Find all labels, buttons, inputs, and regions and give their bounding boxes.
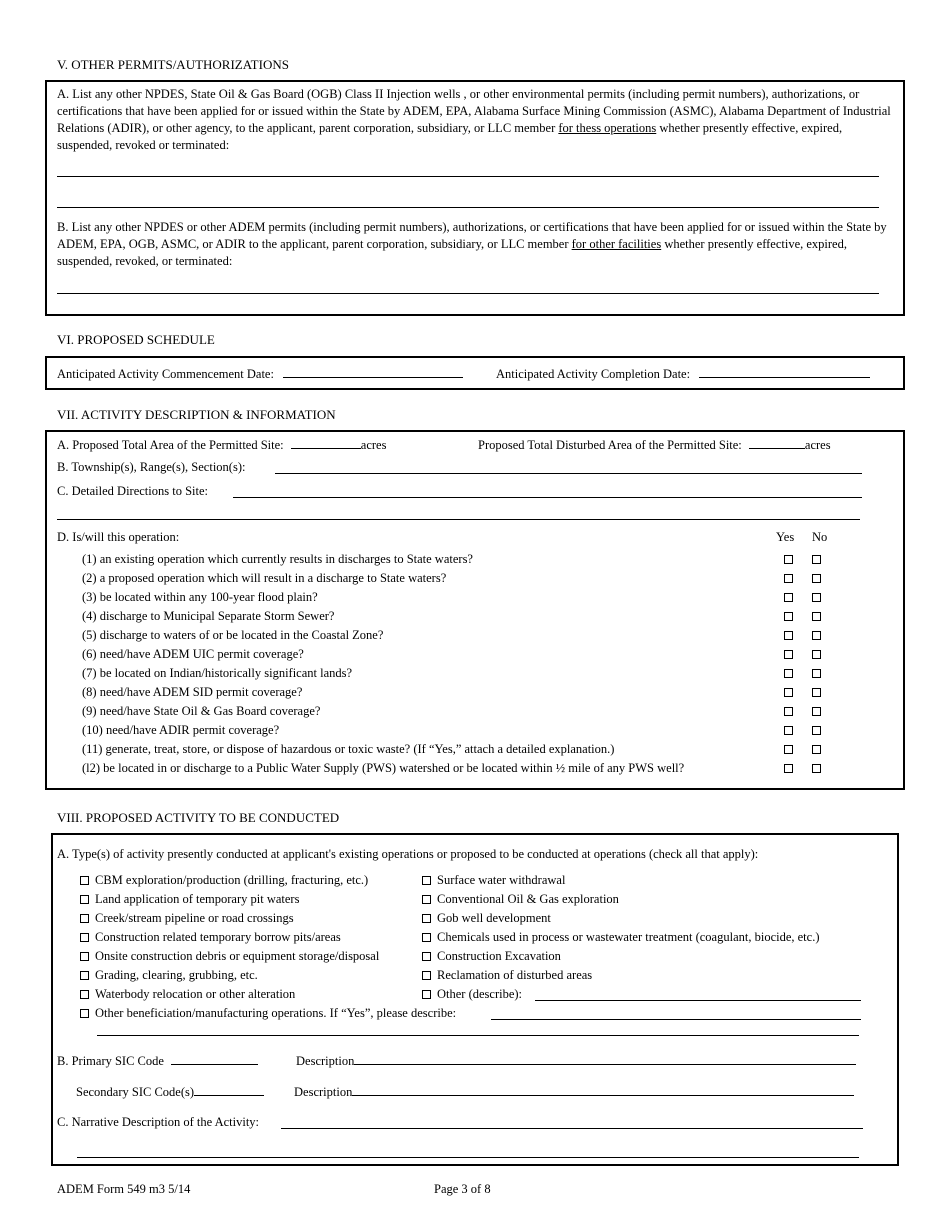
form-id: ADEM Form 549 m3 5/14 (57, 1182, 191, 1196)
activity-option-label: Waterbody relocation or other alteration (95, 987, 296, 1001)
yes-checkbox[interactable] (784, 745, 793, 754)
activity-option-label: Onsite construction debris or equipment storage/disposal (95, 949, 380, 963)
yes-checkbox[interactable] (784, 688, 793, 697)
activity-checkbox[interactable] (80, 933, 89, 942)
question-text: (5) discharge to waters of or be located in the Coastal Zone? (82, 628, 384, 642)
secondary-description-row (294, 1083, 854, 1101)
question-text: (6) need/have ADEM UIC permit coverage? (82, 647, 304, 661)
activity-option (422, 967, 592, 984)
township-row (57, 459, 245, 476)
question-text: (l2) be located in or discharge to a Public Water Supply (PWS) watershed or be located within ½ mile of any PWS well? (82, 761, 685, 775)
activity-option (422, 891, 619, 908)
activity-option-label: Other (describe): (437, 987, 523, 1001)
section-5b-text: B. List any other NPDES or other ADEM permits (including permit numbers), authorizations, or certifications that have been applied for or issued within the State by ADEM, EPA, OGB, ASMC, or ADIR to the applicant, parent corporation, subsidiary, or LLC member for other facilities whether presently effective, expired, suspended, revoked, or terminated: (57, 220, 887, 268)
yes-checkbox[interactable] (784, 555, 793, 564)
no-checkbox[interactable] (812, 669, 821, 678)
no-checkbox[interactable] (812, 612, 821, 621)
section-8-box (51, 833, 899, 1166)
activity-option-label: Grading, clearing, grubbing, etc. (95, 968, 258, 982)
primary-description-field[interactable] (354, 1052, 856, 1065)
total-area-row (57, 436, 386, 454)
no-header: No (812, 530, 828, 544)
activity-option-label: Creek/stream pipeline or road crossings (95, 911, 294, 925)
activity-checkbox[interactable] (422, 876, 431, 885)
primary-description-row (296, 1052, 856, 1070)
narrative-label: C. Narrative Description of the Activity: (57, 1115, 260, 1129)
activity-checkbox[interactable] (422, 914, 431, 923)
section-6-box (45, 356, 905, 390)
directions-label: C. Detailed Directions to Site: (57, 484, 209, 498)
question-row (47, 665, 903, 684)
yes-header: Yes (776, 530, 795, 544)
disturbed-area-field[interactable] (749, 436, 805, 449)
question-row (47, 703, 903, 722)
question-text: (7) be located on Indian/historically significant lands? (82, 666, 353, 680)
question-row (47, 627, 903, 646)
activity-checkbox[interactable] (80, 990, 89, 999)
commencement-date-label: Anticipated Activity Commencement Date: (57, 367, 274, 381)
completion-date-field[interactable] (699, 365, 870, 378)
activity-checkbox[interactable] (422, 895, 431, 904)
activity-option (80, 986, 295, 1003)
activity-option-label: CBM exploration/production (drilling, fracturing, etc.) (95, 873, 369, 887)
secondary-description-field[interactable] (352, 1083, 854, 1096)
section-5b-underlined: for other facilities (571, 236, 662, 251)
activity-option-label: Reclamation of disturbed areas (437, 968, 593, 982)
activity-option (80, 929, 341, 946)
question-text: (8) need/have ADEM SID permit coverage? (82, 685, 303, 699)
other-beneficiation-option (80, 1005, 456, 1022)
other-beneficiation-label: Other beneficiation/manufacturing operations. If “Yes”, please describe: (95, 1006, 457, 1020)
no-checkbox[interactable] (812, 650, 821, 659)
completion-date-label: Anticipated Activity Completion Date: (496, 367, 691, 381)
secondary-sic-label: Secondary SIC Code(s) (76, 1085, 195, 1099)
disturbed-area-label: Proposed Total Disturbed Area of the Permitted Site: (478, 438, 742, 452)
activity-option (422, 929, 820, 946)
narrative-row (57, 1114, 259, 1131)
activity-option (80, 910, 294, 927)
activity-option (422, 872, 565, 889)
activity-checkbox[interactable] (422, 933, 431, 942)
activity-checkbox[interactable] (422, 971, 431, 980)
question-row (47, 570, 903, 589)
section-5a-text: A. List any other NPDES, State Oil & Gas Board (OGB) Class II Injection wells , or other environmental permits (including permit numbers), authorizations, or certifications that have been applied for or issued within the State by ADEM, EPA, Alabama Surface Mining Commission (ASMC), Alabama Department of Industrial Relations (ADIR), or other agency, to the applicant, parent corporation, subsidiary, or LLC member for thess operations whether presently effective, expired, suspended, revoked or terminated: (57, 87, 891, 152)
yes-checkbox[interactable] (784, 631, 793, 640)
section-8-title: VIII. PROPOSED ACTIVITY TO BE CONDUCTED (57, 810, 340, 825)
section-6-title: VI. PROPOSED SCHEDULE (57, 332, 215, 347)
activity-type-label: A. Type(s) of activity presently conducted at applicant's existing operations or proposed to be conducted at operations (check all that apply): (57, 847, 759, 861)
activity-option (80, 967, 258, 984)
yes-checkbox[interactable] (784, 726, 793, 735)
activity-checkbox[interactable] (80, 914, 89, 923)
activity-checkbox[interactable] (80, 1009, 89, 1018)
question-row (47, 646, 903, 665)
no-checkbox[interactable] (812, 688, 821, 697)
narrative-field[interactable] (281, 1128, 863, 1129)
activity-option-label: Construction related temporary borrow pits/areas (95, 930, 341, 944)
activity-checkbox[interactable] (80, 895, 89, 904)
no-checkbox[interactable] (812, 593, 821, 602)
activity-option (80, 872, 368, 889)
yes-checkbox[interactable] (784, 669, 793, 678)
no-checkbox[interactable] (812, 574, 821, 583)
operation-question-label: D. Is/will this operation: (57, 530, 180, 544)
directions-row (57, 483, 208, 500)
question-text: (3) be located within any 100-year flood plain? (82, 590, 318, 604)
section-5b-line-1[interactable] (57, 293, 879, 294)
activity-option (80, 948, 379, 965)
primary-sic-label: B. Primary SIC Code (57, 1054, 164, 1068)
no-checkbox[interactable] (812, 707, 821, 716)
question-text: (11) generate, treat, store, or dispose of hazardous or toxic waste? (If “Yes,” attach a detailed explanation.) (82, 742, 615, 756)
secondary-sic-field[interactable] (194, 1083, 264, 1096)
question-text: (9) need/have State Oil & Gas Board coverage? (82, 704, 321, 718)
section-7-box (45, 430, 905, 790)
beneficiation-describe-line-2[interactable] (97, 1035, 859, 1036)
activity-option-label: Gob well development (437, 911, 551, 925)
total-area-unit: acres (360, 438, 387, 452)
question-text: (1) an existing operation which currently results in discharges to State waters? (82, 552, 473, 566)
section-5a-line-1[interactable] (57, 176, 879, 177)
page-number: Page 3 of 8 (434, 1182, 491, 1196)
activity-checkbox[interactable] (80, 876, 89, 885)
activity-option (422, 910, 551, 927)
question-text: (2) a proposed operation which will result in a discharge to State waters? (82, 571, 447, 585)
question-row (47, 684, 903, 703)
activity-option-label: Conventional Oil & Gas exploration (437, 892, 619, 906)
yes-checkbox[interactable] (784, 574, 793, 583)
section-5-box (45, 80, 905, 316)
question-text: (4) discharge to Municipal Separate Storm Sewer? (82, 609, 335, 623)
section-5a-line-2[interactable] (57, 207, 879, 208)
commencement-date-row (57, 365, 463, 383)
no-checkbox[interactable] (812, 745, 821, 754)
narrative-field-line-2[interactable] (77, 1157, 859, 1158)
total-area-label: A. Proposed Total Area of the Permitted Site: (57, 438, 284, 452)
township-label: B. Township(s), Range(s), Section(s): (57, 460, 246, 474)
yes-checkbox[interactable] (784, 612, 793, 621)
question-row (47, 608, 903, 627)
question-row (47, 589, 903, 608)
activity-option (422, 948, 561, 965)
beneficiation-describe-field[interactable] (491, 1019, 861, 1020)
section-5a-underlined: for thess operations (558, 120, 657, 135)
yes-checkbox[interactable] (784, 650, 793, 659)
activity-option-label: Chemicals used in process or wastewater treatment (coagulant, biocide, etc.) (437, 930, 820, 944)
secondary-sic-row (76, 1083, 264, 1101)
disturbed-area-row (478, 436, 831, 454)
disturbed-area-unit: acres (804, 438, 831, 452)
activity-checkbox[interactable] (80, 971, 89, 980)
total-area-field[interactable] (291, 436, 361, 449)
no-checkbox[interactable] (812, 631, 821, 640)
primary-sic-field[interactable] (171, 1052, 258, 1065)
question-row (47, 551, 903, 570)
activity-checkbox[interactable] (422, 952, 431, 961)
activity-option-label: Land application of temporary pit waters (95, 892, 300, 906)
question-row (47, 760, 903, 779)
yes-checkbox[interactable] (784, 764, 793, 773)
no-checkbox[interactable] (812, 726, 821, 735)
question-text: (10) need/have ADIR permit coverage? (82, 723, 280, 737)
activity-option-label: Construction Excavation (437, 949, 561, 963)
no-checkbox[interactable] (812, 764, 821, 773)
secondary-description-label: Description (294, 1085, 353, 1099)
yes-checkbox[interactable] (784, 707, 793, 716)
township-field[interactable] (275, 473, 862, 474)
section-7-title: VII. ACTIVITY DESCRIPTION & INFORMATION (57, 407, 336, 422)
section-5-title: V. OTHER PERMITS/AUTHORIZATIONS (57, 57, 289, 72)
activity-option (80, 891, 299, 908)
yes-checkbox[interactable] (784, 593, 793, 602)
no-checkbox[interactable] (812, 555, 821, 564)
other-describe-field[interactable] (535, 1000, 861, 1001)
primary-sic-row (57, 1052, 258, 1070)
activity-checkbox[interactable] (80, 952, 89, 961)
activity-option-other (422, 986, 522, 1003)
commencement-date-field[interactable] (283, 365, 463, 378)
question-row (47, 741, 903, 760)
directions-field[interactable] (233, 497, 862, 498)
activity-checkbox[interactable] (422, 990, 431, 999)
directions-field-line-2[interactable] (57, 519, 860, 520)
question-row (47, 722, 903, 741)
primary-description-label: Description (296, 1054, 355, 1068)
activity-option-label: Surface water withdrawal (437, 873, 566, 887)
completion-date-row (496, 365, 870, 383)
